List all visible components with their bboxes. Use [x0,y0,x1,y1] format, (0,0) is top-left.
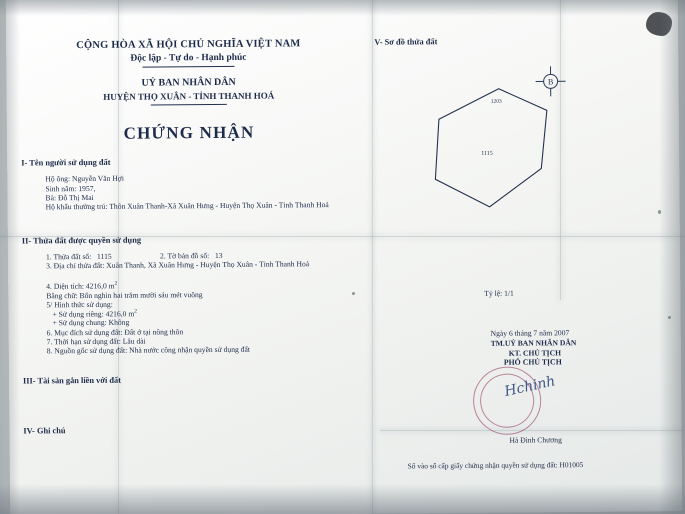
parcel-map-drawing [368,28,630,280]
map-sheet-label: 2. Tờ bản đồ số: [159,251,210,261]
parcel-area-words-line: Bằng chữ: Bốn nghìn hai trăm mười sáu mét vuông [46,290,203,301]
use-term-line: 7. Thời hạn sử dụng đất: Lâu dài [46,336,146,347]
use-private-unit-exponent: 2 [134,308,138,315]
signer-name: Hà Đình Chương [509,435,562,445]
motto-underline [142,66,234,68]
paper-speck [352,292,355,295]
owner-wife-line: Bà: Đỗ Thị Mai [45,192,94,203]
parcel-number-label: 1. Thửa đất số: [45,251,92,262]
national-motto: Độc lập - Tự do - Hạnh phúc [130,52,247,64]
authority-underline [151,104,227,106]
section-1-heading: I- Tên người sử dụng đất [21,157,111,168]
use-form-label: 5/ Hình thức sử dụng: [46,299,113,310]
scan-shadow-top [0,0,685,16]
acting-for-line: KT. CHỦ TỊCH [508,348,562,358]
scan-shadow-bottom [0,484,685,514]
signer-position: PHÓ CHỦ TỊCH [503,357,562,367]
parcel-map-heading: V- Sơ đồ thửa đất [374,37,438,47]
owner-husband-line: Hộ ông: Nguyễn Văn Hợi [45,173,124,184]
parcel-area-unit-exponent: 2 [114,280,118,287]
use-private-text: + Sử dụng riêng: 4216,0 m [52,309,135,319]
national-name: CỘNG HÒA XÃ HỘI CHỦ NGHĨA VIỆT NAM [76,38,301,52]
parcel-area-line [46,281,117,291]
parcel-map-number: 1115 [481,150,493,157]
on-behalf-line: TM.UỶ BAN NHÂN DÂN [490,338,577,348]
document-title: CHỨNG NHẬN [123,122,255,143]
use-origin-line: 8. Nguồn gốc sử dụng đất: Nhà nước công nhận quyền sử dụng đất [46,344,250,356]
scan-shadow-right [659,0,685,514]
use-purpose-line: 6. Mục đích sử dụng đất: Đất ở tại nông thôn [46,327,184,338]
owner-residence-line: Hộ khẩu thường trú: Thôn Xuân Thanh-Xã Xuân Hưng - Huyện Thọ Xuân - Tỉnh Thanh Hoá [45,200,329,212]
signing-date: Ngày 6 tháng 7 năm 2007 [490,328,570,338]
registry-book-number: Số vào sổ cấp giấy chứng nhận quyền sử dụng đất: H01005 [407,460,584,471]
parcel-boundary-polygon [435,88,548,207]
scan-shadow-left [0,0,20,514]
use-common-line: + Sử dụng chung: Không [52,317,130,328]
parcel-area-text: 4. Diện tích: 4216,0 m [46,281,115,291]
owner-birth-year-line: Sinh năm: 1957, [45,183,96,194]
parcel-number-value: 1115 [96,251,112,261]
map-sheet-value: 13 [214,250,223,261]
authority-district: HUYỆN THỌ XUÂN - TỈNH THANH HOÁ [103,90,275,102]
parcel-address-line: 3. Địa chỉ thửa đất: Xuân Thanh, Xã Xuân Hưng - Huyện Thọ Xuân - Tỉnh Thanh Hoá [46,259,310,271]
parcel-edge-number: 1203 [490,98,502,105]
handwritten-signature: Hchinh [503,373,557,401]
section-3-heading: III- Tài sản gắn liền với đất [22,375,122,386]
authority-name: UỶ BAN NHÂN DÂN [141,76,236,89]
map-sheet-line [160,251,223,260]
section-4-heading: IV- Ghi chú [23,426,66,436]
compass-north-label: B [547,77,554,87]
section-2-heading: II- Thửa đất được quyền sử dụng [21,235,142,246]
map-scale: Tỷ lệ: 1/1 [484,288,514,298]
